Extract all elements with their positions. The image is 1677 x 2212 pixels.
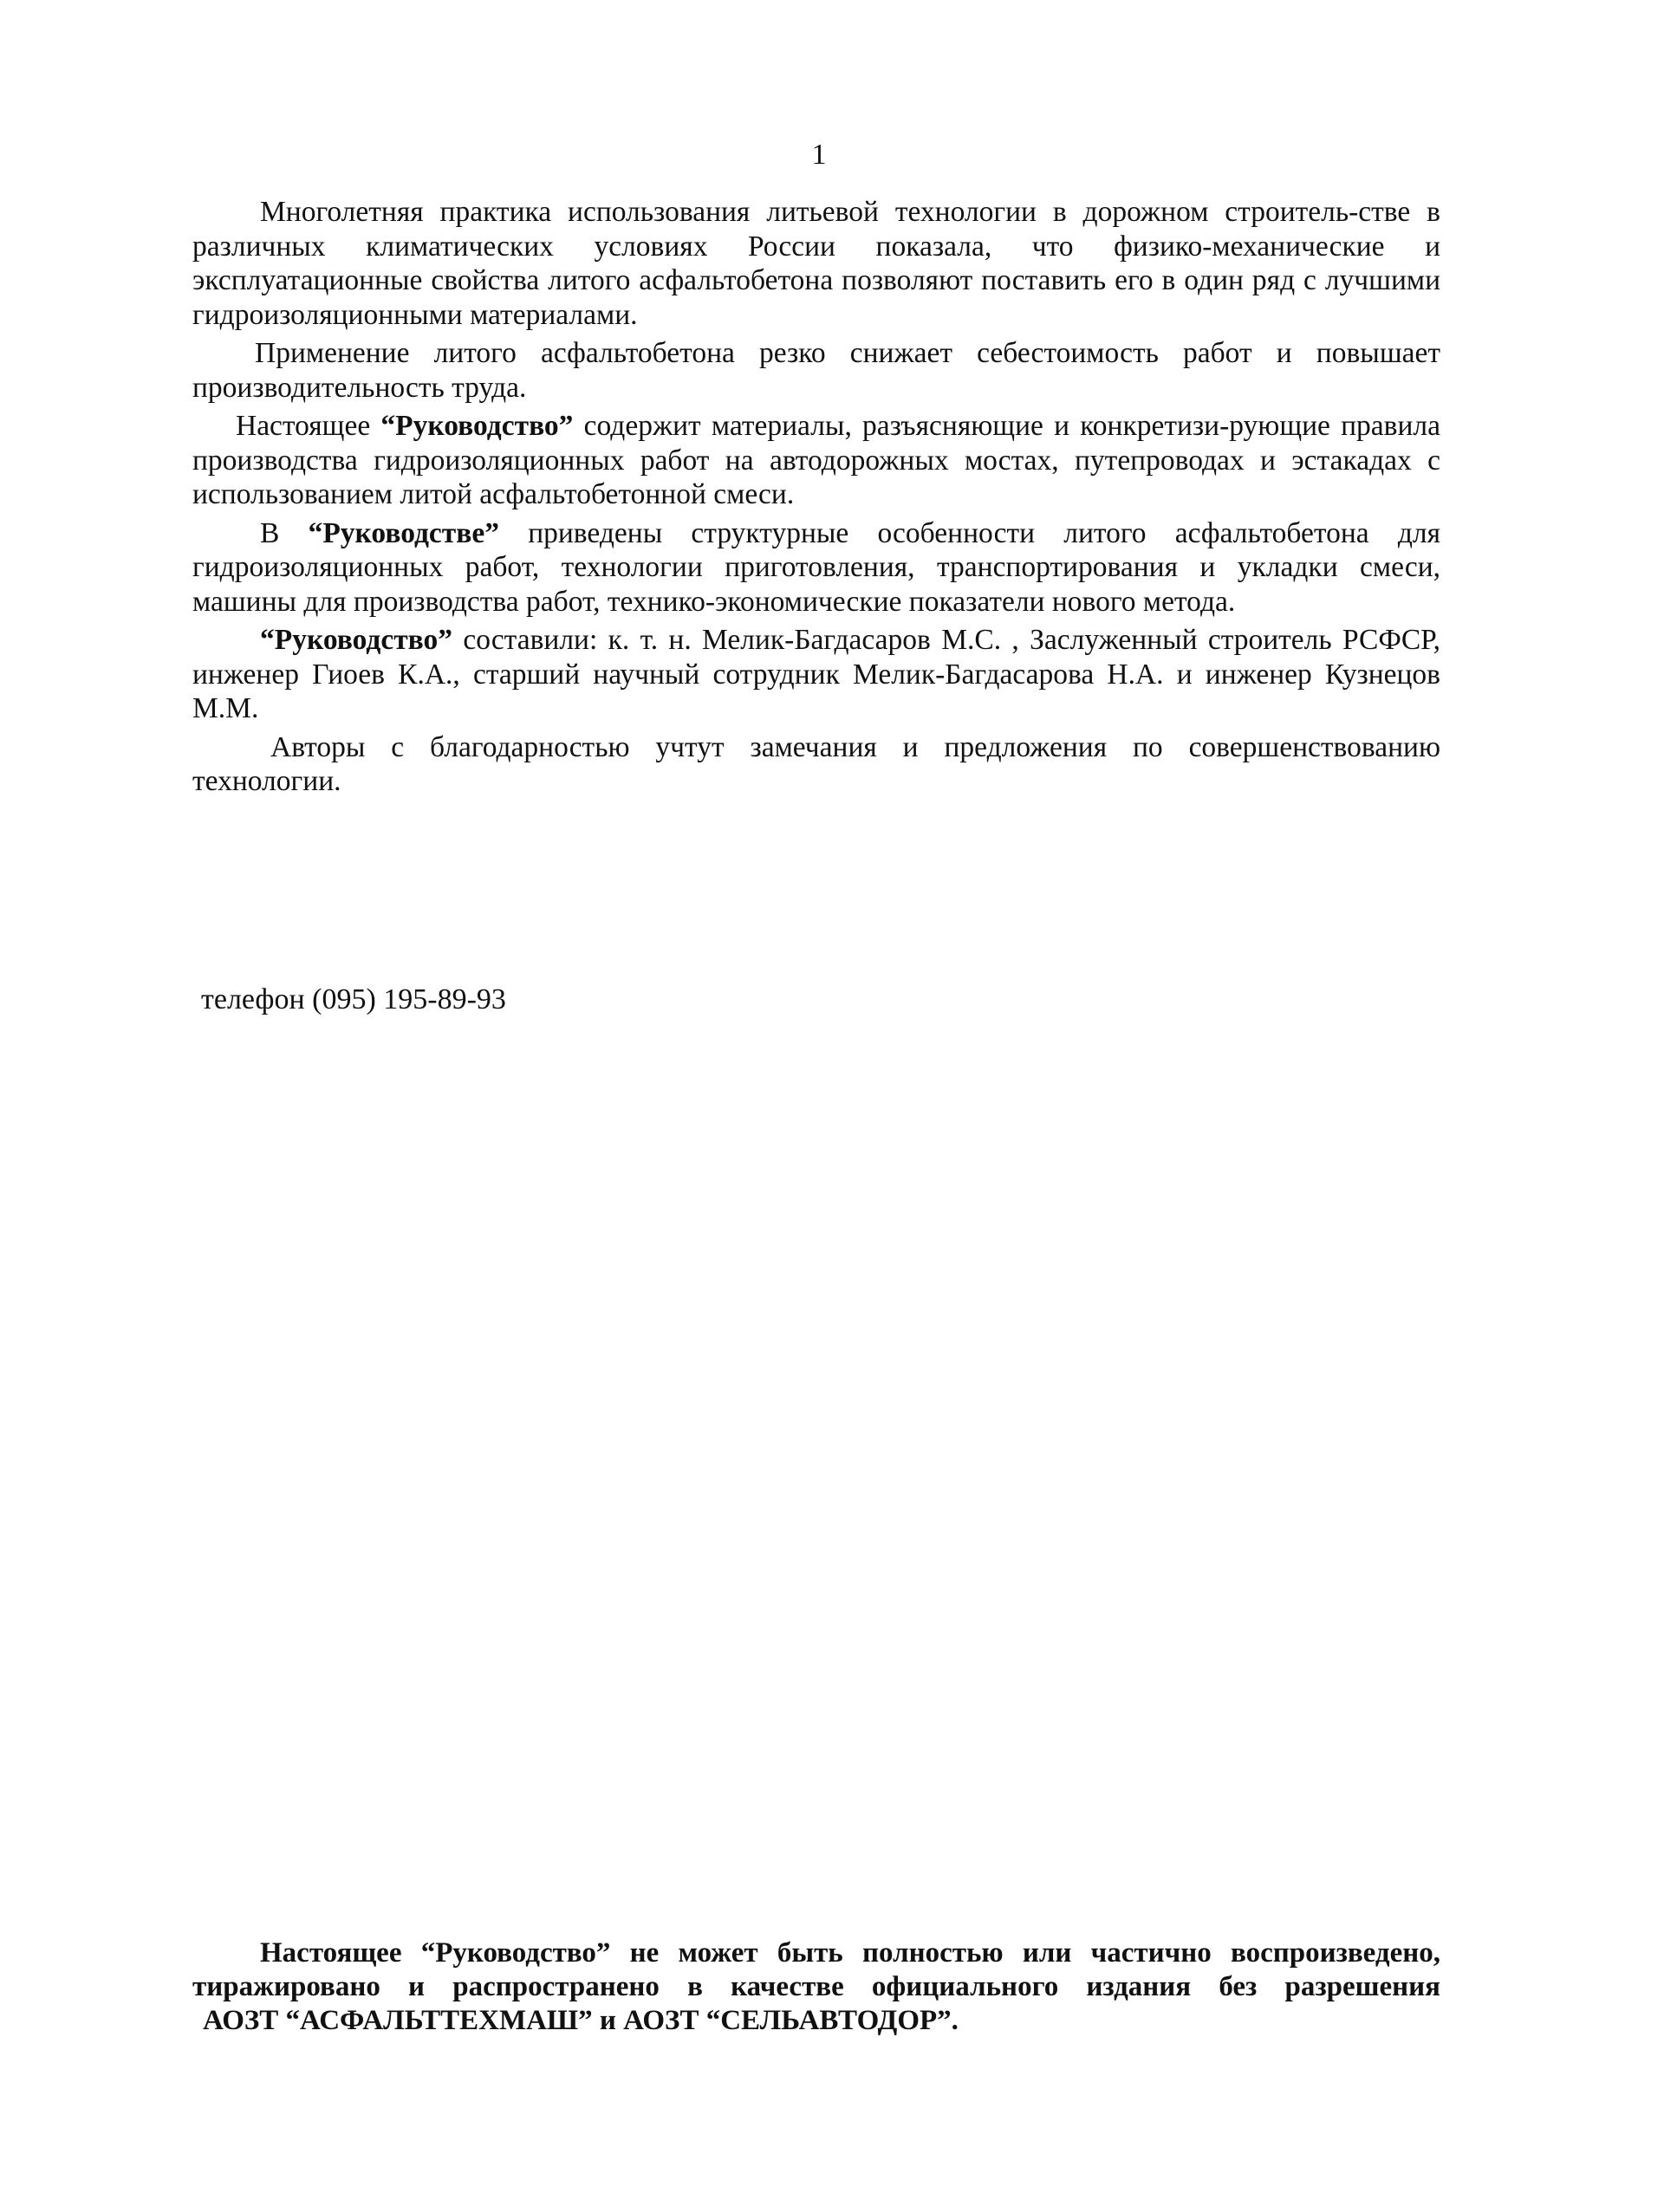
paragraph-authors-rest: составили: к. т. н. Мелик-Багдасаров М.С. , Заслуженный строитель РСФСР, инженер Гиоев К.А., старший научный сотрудник Мелик-Багдасарова Н.А. и инженер Кузнецов М.М. [192, 624, 1441, 724]
paragraph-features [192, 516, 1440, 619]
paragraph-cost: Применение литого асфальтобетона резко снижает себестоимость работ и повышает производительность труда. [192, 337, 1440, 404]
paragraph-thanks: Авторы с благодарностью учтут замечания и предложения по совершенствованию технологии. [192, 730, 1440, 797]
paragraph-features-title: “Руководстве” [308, 516, 499, 549]
paragraph-contents-rest: содержит материалы, разъясняющие и конкретизи-рующие правила производства гидроизоляционных работ на автодорожных мостах, путепроводах и эстакадах с использованием литой асфальтобетонной смеси. [192, 410, 1441, 510]
page-number: 1 [811, 139, 827, 171]
paragraph-features-rest: приведены структурные особенности литого асфальтобетона для гидроизоляционных работ, технологии приготовления, транспортирования и укладки смеси, машины для производства работ, технико-экономические показатели нового метода. [192, 516, 1441, 618]
paragraph-contents-title: “Руководство” [380, 410, 574, 442]
copyright-notice [192, 1936, 1440, 2038]
phone-number: телефон (095) 195-89-93 [201, 983, 506, 1015]
body-text [192, 195, 1440, 803]
paragraph-authors-title: “Руководство” [260, 624, 453, 656]
paragraph-authors [192, 623, 1440, 726]
copyright-notice-line-2: АОЗТ “АСФАЛЬТТЕХМАШ” и АОЗТ “СЕЛЬАВТОДОР”. [203, 2005, 959, 2036]
paragraph-contents [192, 409, 1440, 512]
paragraph-contents-start: Настоящее [236, 410, 371, 442]
copyright-notice-line-1: Настоящее “Руководство” не может быть полностью или частично воспроизведено, тиражировано и распространено в качестве официального издания без разрешения [192, 1937, 1440, 2002]
paragraph-features-start: В [260, 516, 280, 549]
paragraph-practice: Многолетняя практика использования литьевой технологии в дорожном строитель-стве в различных климатических условиях России показала, что физико-механические и эксплуатационные свойства литого асфальтобетона позволяют поставить его в один ряд с лучшими гидроизоляционными материалами. [192, 196, 1440, 331]
